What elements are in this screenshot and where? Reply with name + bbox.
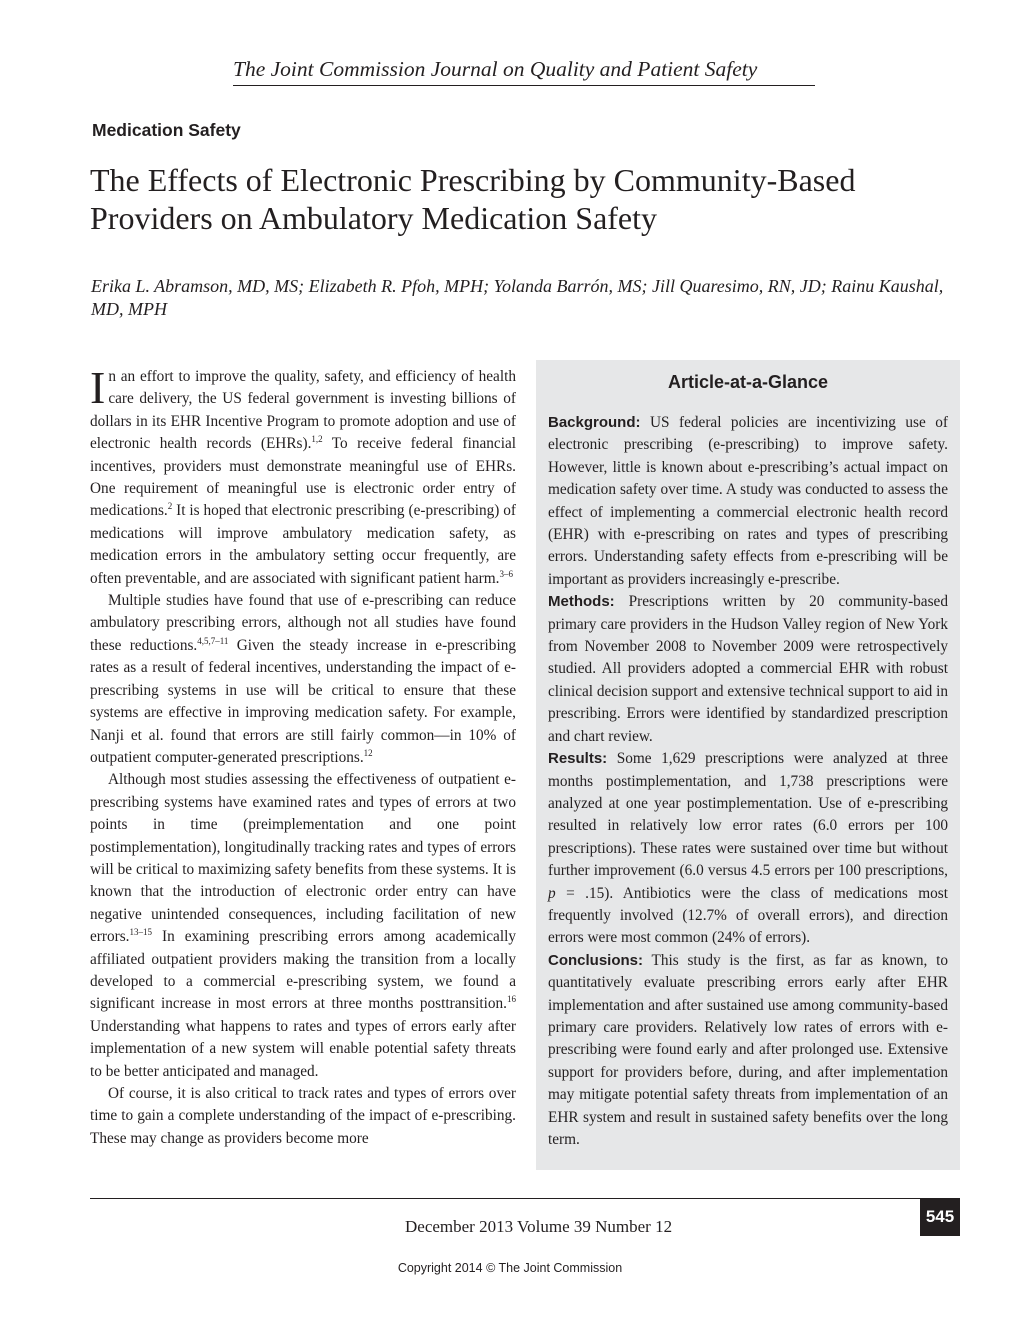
author-list: Erika L. Abramson, MD, MS; Elizabeth R. Pfoh, MPH; Yolanda Barrón, MS; Jill Quaresimo, RN, JD; Rainu Kaushal, MD, MPH xyxy=(91,276,944,319)
reference-superscript: 13–15 xyxy=(129,927,152,938)
reference-superscript: 3–6 xyxy=(499,568,513,579)
glance-conclusions xyxy=(548,950,948,1152)
body-text-column xyxy=(90,362,516,1150)
copyright-notice: Copyright 2014 © The Joint Commission xyxy=(397,1261,623,1275)
methods-label: Methods: xyxy=(548,593,615,611)
body-paragraph-4: Of course, it is also critical to track rates and types of errors over time to gain a complete understanding of the impact of e-prescribing. These may change as providers become more xyxy=(90,1085,516,1147)
paragraph-text: To receive federal financial incentives, providers must demonstrate meaningful use of EHRs. One requirement of meaningful use is electronic order entry of medications. xyxy=(90,435,516,520)
footer-divider xyxy=(90,1198,920,1199)
glance-methods xyxy=(548,591,948,748)
paragraph-text: Given the steady increase in e-prescribing rates as a result of federal incentives, understanding the impact of e-prescribing systems in use will be critical to ensure that these systems are effective in improving medication safety. For example, Nanji et al. found that errors are still fairly common—in 10% of outpatient computer-generated prescriptions. xyxy=(90,636,516,766)
title-line-2: Providers on Ambulatory Medication Safety xyxy=(90,200,658,236)
paragraph-text: In examining prescribing errors among academically affiliated outpatient providers making the transition from a locally developed to a commercial e-prescribing system, we found a significant increase in most errors at three months posttransition. xyxy=(90,928,516,1013)
results-label: Results: xyxy=(548,750,608,768)
article-at-a-glance-box xyxy=(536,360,960,1170)
conclusions-label: Conclusions: xyxy=(548,951,644,969)
paragraph-text: Multiple studies have found that use of e-prescribing can reduce ambulatory prescribing errors, although not all studies have found these reductions. xyxy=(90,592,516,654)
background-label: Background: xyxy=(548,414,641,431)
results-text: Some 1,629 prescriptions were analyzed at three months postimplementation, and 1,738 prescriptions were analyzed at one year postimplementation. Use of e-prescribing resulted in relatively low error rates (6.0 errors per 100 prescriptions). These rates were sustained over time but without further improvement (6.0 versus 4.5 errors per 100 prescriptions, xyxy=(548,750,948,880)
paragraph-text: Although most studies assessing the effectiveness of outpatient e-prescribing systems have examined rates and types of errors at two points in time (preimplementation and one point postimplementation), longitudinally tracking rates and types of errors will be critical to maximizing safety benefits from these systems. It is known that the introduction of electronic order entry can have negative unintended consequences, including facilitation of new errors. xyxy=(90,771,516,946)
methods-text: Prescriptions written by 20 community-based primary care providers in the Hudson Valley region of New York from November 2008 to November 2009 were retrospectively studied. All providers adopted a commercial EHR with robust clinical decision support and extensive technical support to aid in prescribing. Errors were identified by standardized prescription and chart review. xyxy=(548,593,948,745)
title-line-1: The Effects of Electronic Prescribing by Community-Based xyxy=(90,162,856,198)
reference-superscript: 16 xyxy=(507,994,516,1005)
page-number: 545 xyxy=(920,1198,960,1236)
issue-info: December 2013 Volume 39 Number 12 xyxy=(405,1217,673,1236)
background-text: US federal policies are incentivizing use of electronic prescribing (e-prescribing) to improve safety. However, little is known about e-prescribing’s actual impact on medication safety over time. A study was conducted to assess the effect of implementing a commercial electronic health record (EHR) with e-prescribing on rates and types of prescribing errors. Understanding safety effects from e-prescribing will be important as providers increasingly e-prescribe. xyxy=(548,414,949,588)
conclusions-text: This study is the first, as far as known, to quantitatively evaluate prescribing errors early after EHR implementation and after sustained use among community-based primary care providers. Relatively low rates of errors with e-prescribing were found early and after prolonged use. Extensive support for providers before, during, and after implementation may mitigate potential safety threats from implementation of an EHR system and result in sustained safety benefits over the long term. xyxy=(548,951,948,1148)
reference-superscript: 4,5,7–11 xyxy=(197,635,229,646)
body-paragraph-2 xyxy=(90,590,516,769)
results-text: = .15). Antibiotics were the class of medications most frequently involved (12.7% of overall errors), and direction errors were most common (24% of errors). xyxy=(548,884,948,947)
journal-header: The Joint Commission Journal on Quality and Patient Safety xyxy=(233,54,815,86)
reference-superscript: 1,2 xyxy=(311,434,323,445)
body-paragraph-1 xyxy=(90,362,516,590)
paragraph-text: It is hoped that electronic prescribing (e-prescribing) of medications will improve ambulatory medication safety, as medication errors in the ambulatory setting occur frequently, are often preventable, and are associated with significant patient harm. xyxy=(90,502,516,587)
drop-cap: I xyxy=(90,362,106,413)
p-value-symbol: p xyxy=(548,884,556,902)
section-label: Medication Safety xyxy=(92,120,241,140)
glance-results xyxy=(548,748,948,950)
reference-superscript: 12 xyxy=(363,747,373,758)
body-paragraph-3 xyxy=(90,769,516,1083)
glance-title: Article-at-a-Glance xyxy=(667,372,829,392)
article-title xyxy=(90,161,950,237)
paragraph-text: Understanding what happens to rates and types of errors early after implementation of a new system will enable potential safety threats to be better anticipated and managed. xyxy=(90,1017,516,1080)
glance-background xyxy=(548,412,948,591)
reference-superscript: 2 xyxy=(167,501,173,512)
paragraph-text: n an effort to improve the quality, safety, and efficiency of health care delivery, the US federal government is investing billions of dollars in its EHR Incentive Program to promote adoption and use of electronic health records (EHRs). xyxy=(90,368,516,453)
